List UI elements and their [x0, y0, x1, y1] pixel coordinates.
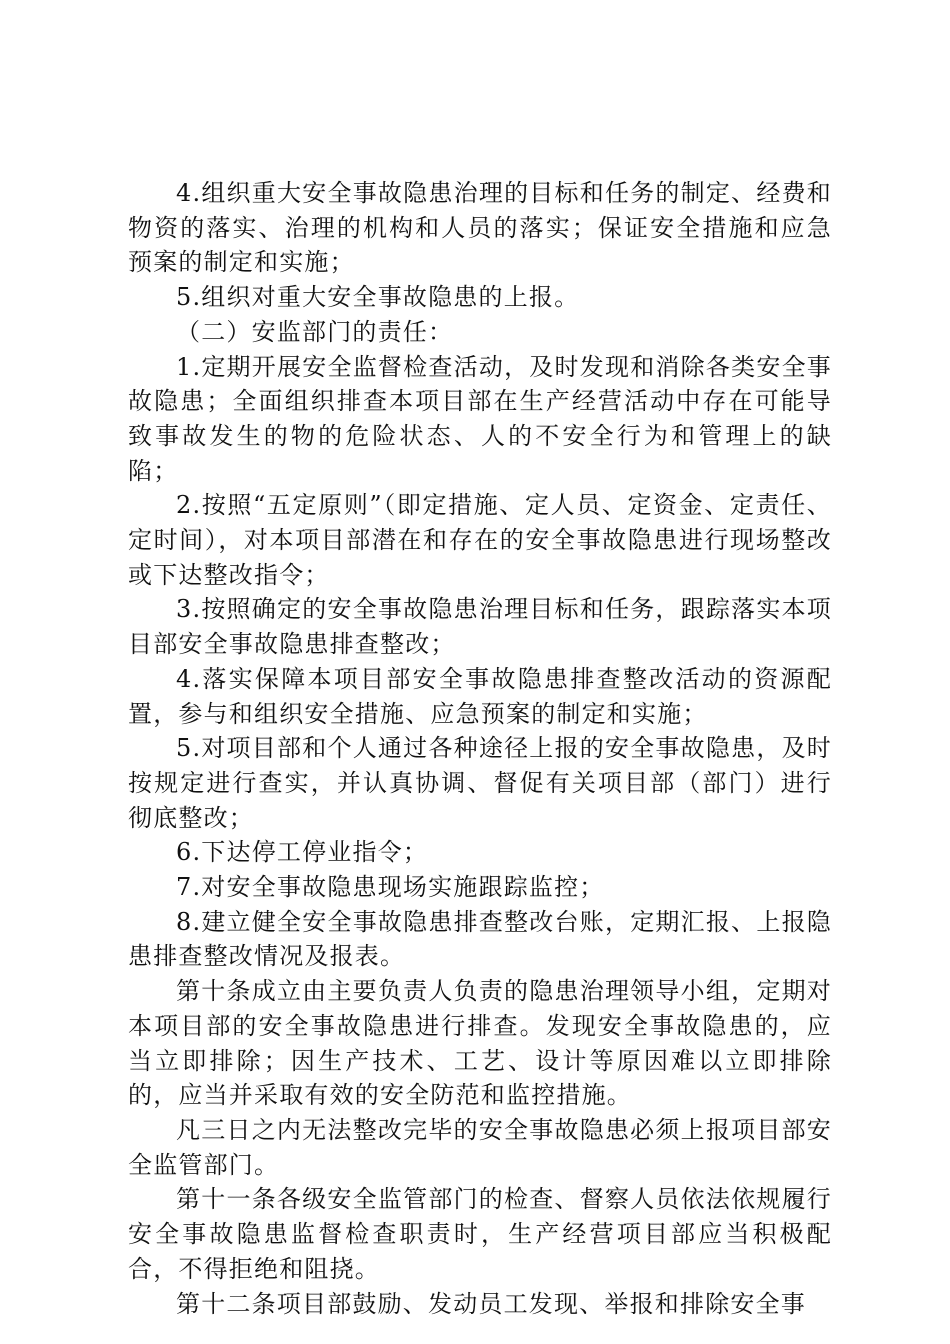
paragraph-1: 4.组织重大安全事故隐患治理的目标和任务的制定、经费和物资的落实、治理的机构和人员的落实；保证安全措施和应急预案的制定和实施；	[128, 179, 832, 277]
article-12: 第十二条项目部鼓励、发动员工发现、举报和排除安全事	[176, 1289, 806, 1318]
paragraph-8: 5.对项目部和个人通过各种途径上报的安全事故隐患，及时按规定进行查实，并认真协调、督促有关项目部（部门）进行彻底整改；	[128, 734, 832, 832]
paragraph-6: 3.按照确定的安全事故隐患治理目标和任务，跟踪落实本项目部安全事故隐患排查整改；	[128, 595, 832, 659]
paragraph-2: 5.组织对重大安全事故隐患的上报。	[176, 283, 580, 312]
paragraph-13: 凡三日之内无法整改完毕的安全事故隐患必须上报项目部安全监管部门。	[128, 1115, 832, 1179]
paragraph-5: 2.按照“五定原则”（即定措施、定人员、定资金、定责任、定时间），对本项目部潜在和存在的安全事故隐患进行现场整改或下达整改指令；	[128, 491, 832, 589]
article-10: 第十条成立由主要负责人负责的隐患治理领导小组，定期对本项目部的安全事故隐患进行排查。发现安全事故隐患的，应当立即排除；因生产技术、工艺、设计等原因难以立即排除的，应当并采取有效的安全防范和监控措施。	[128, 977, 832, 1110]
paragraph-7: 4.落实保障本项目部安全事故隐患排查整改活动的资源配置，参与和组织安全措施、应急预案的制定和实施；	[128, 664, 832, 728]
paragraph-11: 8.建立健全安全事故隐患排查整改台账，定期汇报、上报隐患排查整改情况及报表。	[128, 907, 832, 971]
paragraph-10: 7.对安全事故隐患现场实施跟踪监控；	[176, 873, 605, 902]
article-11: 第十一条各级安全监管部门的检查、督察人员依法依规履行安全事故隐患监督检查职责时，生产经营项目部应当积极配合，不得拒绝和阻挠。	[128, 1185, 832, 1283]
paragraph-9: 6.下达停工停业指令；	[176, 838, 429, 867]
paragraph-4: 1.定期开展安全监督检查活动，及时发现和消除各类安全事故隐患；全面组织排查本项目部在生产经营活动中存在可能导致事故发生的物的危险状态、人的不安全行为和管理上的缺陷；	[128, 352, 832, 485]
document-body	[128, 176, 832, 1321]
section-heading-safety-dept: （二）安监部门的责任：	[176, 317, 454, 346]
